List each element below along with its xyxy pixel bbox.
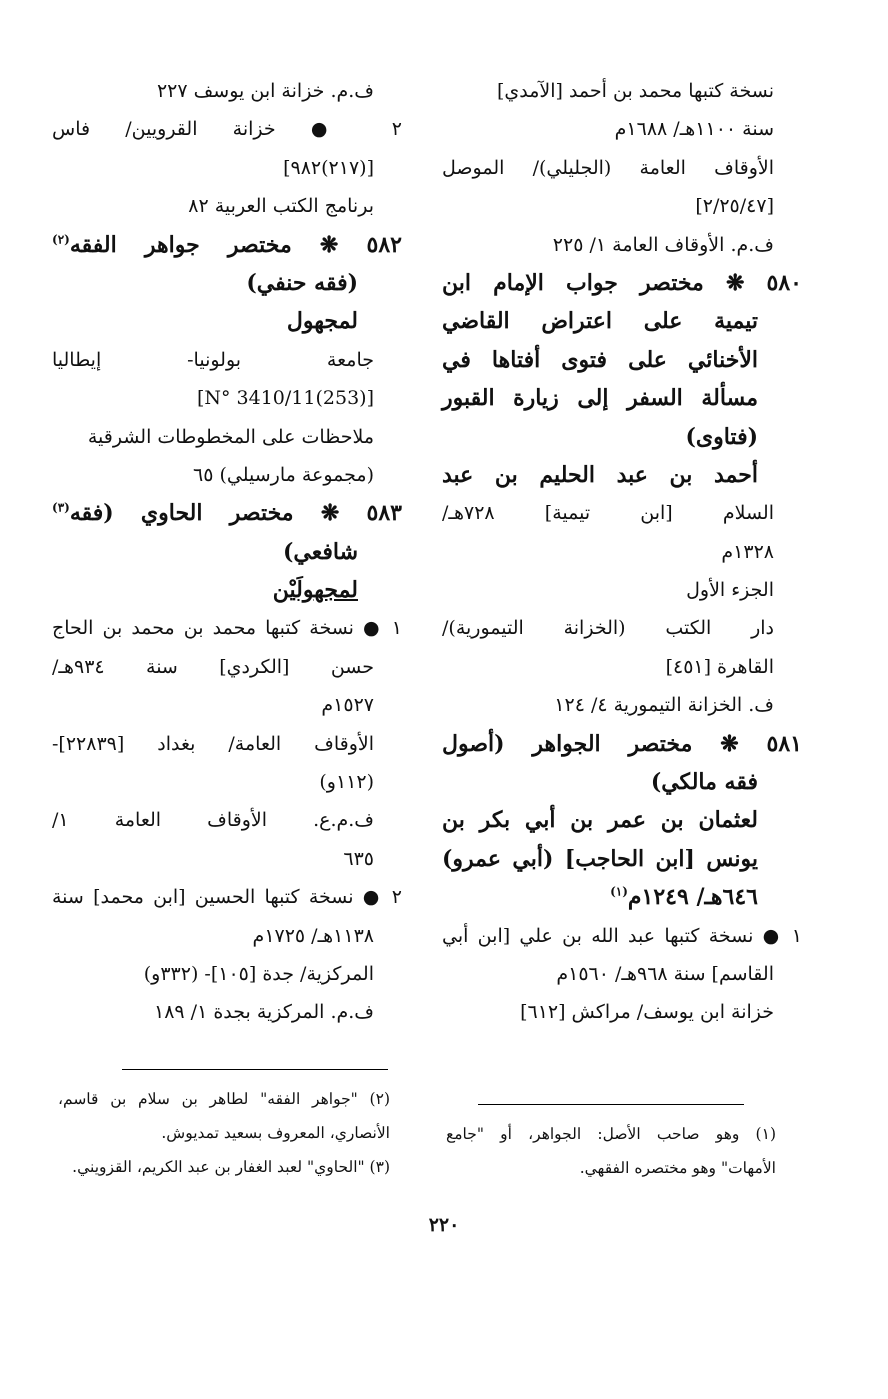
text-line: دار الكتب (الخزانة التيمورية)/ xyxy=(442,617,774,640)
text-line: القاهرة [٤٥١] xyxy=(665,655,774,678)
text-line: ١١٣٨هـ/ ١٧٢٥م xyxy=(252,924,374,947)
text-line: أحمد بن عبد الحليم بن عبد xyxy=(442,461,758,488)
text-line: ١ ● نسخة كتبها محمد بن محمد بن الحاج xyxy=(52,617,402,640)
text-line: القاسم] سنة ٩٦٨هـ/ ١٥٦٠م xyxy=(556,962,774,985)
text-line: مسألة السفر إلى زيارة القبور xyxy=(442,385,758,412)
entry-heading-line: ٥٨٠ ❋ مختصر جواب الإمام ابن xyxy=(442,269,802,296)
entry-heading-line: ٥٨١ ❋ مختصر الجواهر (أصول xyxy=(442,730,802,757)
text-line: الأوقاف العامة/ بغداد [٢٢٨٣٩]- xyxy=(52,732,374,755)
text-line: ٢ ● نسخة كتبها الحسين [ابن محمد] سنة xyxy=(52,886,402,909)
text-line: المركزية/ جدة [١٠٥]- (٣٣٢و) xyxy=(143,962,374,985)
text-line: ف. الخزانة التيمورية ٤/ ١٢٤ xyxy=(554,694,774,717)
entry-heading-line: ٥٨٢ ❋ مختصر جواهر الفقه$^{(٢)}$ xyxy=(52,231,402,258)
text-line: ٦٣٥ xyxy=(343,847,374,870)
footnote-line: (٢) "جواهر الفقه" لطاهر بن سلام بن قاسم، xyxy=(58,1090,390,1108)
text-line: سنة ١١٠٠هـ/ ١٦٨٨م xyxy=(614,118,774,141)
text-line: فقه مالكي) xyxy=(650,769,758,796)
text-line: خزانة ابن يوسف/ مراكش [٦١٢] xyxy=(520,1001,774,1024)
text-line: حسن [الكردي] سنة ٩٣٤هـ/ xyxy=(52,655,374,678)
text-line: [(253)N° 3410/11] xyxy=(196,387,374,410)
text-line: تيمية على اعتراض القاضي xyxy=(442,308,758,335)
text-line: (فتاوى) xyxy=(685,423,758,450)
text-line: نسخة كتبها محمد بن أحمد [الآمدي] xyxy=(496,80,774,102)
text-line: (فقه حنفي) xyxy=(246,269,358,296)
footnotes-right xyxy=(446,1117,776,1185)
text-line: الجزء الأول xyxy=(686,579,774,602)
text-line: [٢/٢٥/٤٧] xyxy=(695,195,774,218)
text-line: برنامج الكتب العربية ٨٢ xyxy=(188,195,374,218)
text-line: ١٣٢٨م xyxy=(721,540,774,563)
text-line: ٢ ● خزانة القرويين/ فاس xyxy=(52,118,402,141)
text-line: جامعة بولونيا- إيطاليا xyxy=(52,348,374,371)
text-line: الأخنائي على فتوى أفتاها في xyxy=(442,346,758,373)
text-line: لمجهول xyxy=(286,308,358,335)
footnote-marker: (٣) xyxy=(52,500,70,515)
text-line: ف.م.ع. الأوقاف العامة ١/ xyxy=(52,809,374,832)
footnote-separator-left xyxy=(122,1069,388,1070)
page-number: ٢٢٠ xyxy=(428,1214,460,1236)
left-column xyxy=(52,72,402,1032)
text-line: ملاحظات على المخطوطات الشرقية xyxy=(87,425,374,448)
footnote-line: (١) وهو صاحب الأصل: الجواهر، أو "جامع xyxy=(446,1125,776,1143)
right-column xyxy=(442,72,802,1032)
text-line: (مجموعة مارسيلي) ٦٥ xyxy=(192,463,374,486)
text-line: ١ ● نسخة كتبها عبد الله بن علي [ابن أبي xyxy=(442,924,802,947)
text-line: الأوقاف العامة (الجليلي)/ الموصل xyxy=(442,156,774,179)
text-line: ٦٤٦هـ/ ١٢٤٩م$^{(١)}$ xyxy=(610,884,758,911)
text-line: شافعي) xyxy=(282,538,358,565)
entry-heading-line: ٥٨٣ ❋ مختصر الحاوي (فقه$^{(٣)}$ xyxy=(52,500,402,527)
text-line: [(٢١٧)٩٨٢] xyxy=(283,156,374,179)
footnote-separator-right xyxy=(478,1104,744,1105)
footnote-line: (٣) "الحاوي" لعبد الغفار بن عبد الكريم، القزويني. xyxy=(72,1158,390,1176)
footnote-marker: (٢) xyxy=(52,232,70,247)
footnote-line: الأمهات" وهو مختصره الفقهي. xyxy=(579,1159,776,1177)
text-line: لمجهولَيْن xyxy=(272,577,358,604)
text-line: ف.م. المركزية بجدة ١/ ١٨٩ xyxy=(154,1001,374,1024)
text-line: يونس [ابن الحاجب] (أبي عمرو) xyxy=(442,845,758,872)
text-line: (١١٢و) xyxy=(319,771,374,794)
footnote-marker: (١) xyxy=(610,884,628,899)
footnote-line: الأنصاري، المعروف بسعيد تمديوش. xyxy=(161,1124,390,1142)
text-line: ف.م. خزانة ابن يوسف ٢٢٧ xyxy=(156,80,374,102)
text-line: لعثمان بن عمر بن أبي بكر بن xyxy=(442,807,758,834)
text-line: ف.م. الأوقاف العامة ١/ ٢٢٥ xyxy=(552,233,774,256)
text-line: ١٥٢٧م xyxy=(321,694,374,717)
text-line: السلام [ابن تيمية] ٧٢٨هـ/ xyxy=(442,502,774,525)
footnotes-left xyxy=(58,1082,390,1184)
